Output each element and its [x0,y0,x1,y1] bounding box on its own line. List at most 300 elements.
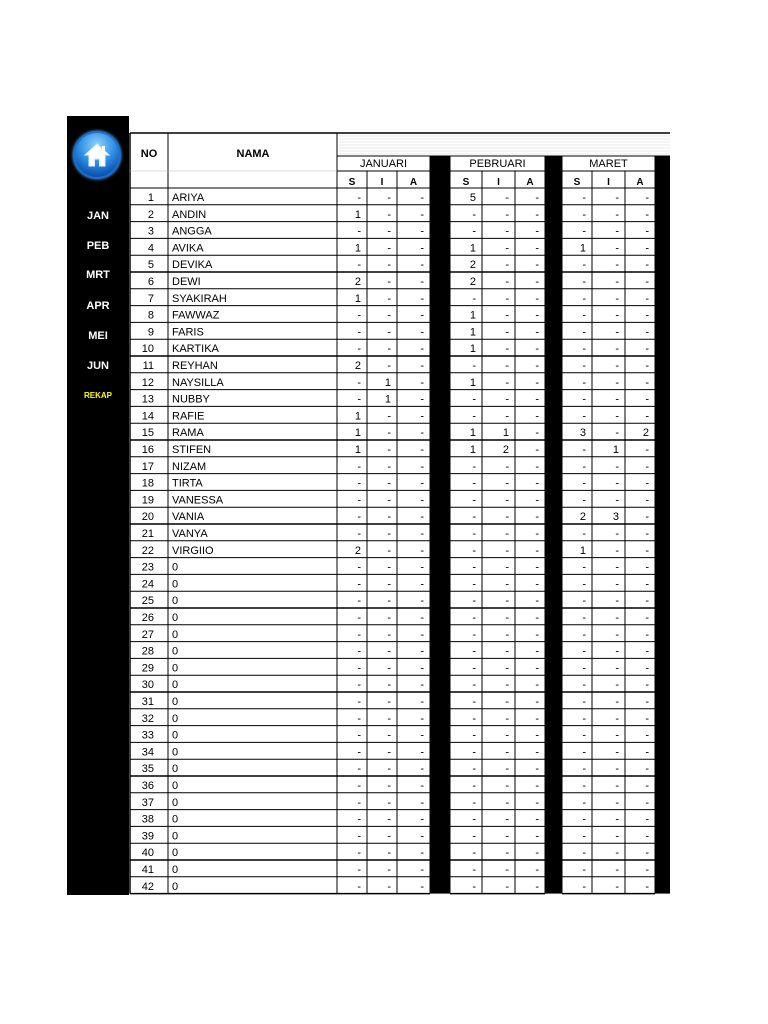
cell-i: - [387,813,391,826]
cell-s: - [357,259,361,272]
cell-s: - [472,208,476,221]
row-nama: 0 [172,780,179,792]
cell-i: - [615,662,619,675]
cell-i: - [615,679,619,692]
cell-s: - [357,494,361,507]
row-nama: ANDIN [172,208,207,221]
cell-a: - [645,712,649,725]
cell-a: - [535,712,539,725]
cell-s: - [582,696,586,708]
cell-s: - [582,645,586,658]
cell-s: - [357,645,361,658]
cell-a: - [420,830,424,843]
nav-apr[interactable]: APR [86,300,110,312]
cell-i: - [387,763,391,776]
cell-s: 1 [354,427,361,440]
cell-a: - [535,225,539,238]
cell-a: - [645,410,649,423]
cell-i: - [505,679,509,692]
cell-i: - [615,628,619,641]
cell-i: - [387,460,391,473]
row-nama: 0 [172,612,179,624]
subheader-a: A [636,177,644,188]
row-no: 41 [141,864,154,876]
row-nama: NAYSILLA [172,376,224,389]
cell-s: - [472,360,476,372]
cell-a: - [535,696,539,708]
cell-s: - [582,259,586,272]
cell-s: - [582,813,586,826]
cell-i: - [615,796,619,809]
cell-s: 1 [579,544,586,557]
row-no: 5 [147,259,154,272]
subheader-s: S [573,177,581,188]
cell-s: - [582,628,586,641]
cell-s: - [357,880,361,893]
nav-jan[interactable]: JAN [86,210,109,222]
cell-a: - [645,309,649,322]
cell-s: 2 [469,276,476,288]
cell-i: - [505,830,509,843]
row-no: 28 [141,645,154,658]
row-no: 13 [141,393,154,406]
cell-s: - [472,595,476,608]
cell-s: - [357,729,361,742]
cell-i: - [387,746,391,759]
cell-i: - [387,864,391,876]
cell-a: - [645,360,649,372]
cell-s: 1 [354,242,361,255]
cell-i: - [387,427,391,440]
cell-s: - [582,847,586,860]
cell-a: - [645,662,649,675]
cell-i: - [387,292,391,305]
row-nama: 0 [172,847,179,860]
cell-a: - [420,208,424,221]
cell-s: - [582,208,586,221]
cell-a: - [535,360,539,372]
row-no: 1 [147,192,154,204]
cell-i: - [615,494,619,507]
cell-s: 1 [469,376,476,389]
cell-a: - [420,578,424,591]
cell-s: - [472,292,476,305]
row-no: 22 [141,544,154,557]
cell-s: 1 [354,410,361,423]
cell-i: - [505,192,509,204]
cell-i: - [615,528,619,540]
row-nama: 0 [172,880,179,893]
cell-a: - [645,192,649,204]
row-no: 3 [147,225,154,238]
row-nama: KARTIKA [172,343,219,356]
cell-s: - [582,343,586,356]
cell-i: - [615,746,619,759]
row-no: 12 [141,376,154,389]
cell-i: - [615,880,619,893]
cell-i: - [505,729,509,742]
row-nama: STIFEN [172,444,212,456]
cell-a: - [420,477,424,490]
cell-i: - [615,208,619,221]
row-no: 38 [141,813,154,826]
cell-i: - [387,477,391,490]
cell-i: - [505,746,509,759]
cell-a: - [645,326,649,339]
cell-a: - [420,612,424,624]
cell-s: - [357,309,361,322]
cell-i: - [505,662,509,675]
cell-i: - [387,662,391,675]
cell-a: - [420,544,424,557]
row-nama: 0 [172,645,179,658]
cell-s: - [357,511,361,524]
row-nama: 0 [172,729,179,742]
cell-a: - [420,192,424,204]
row-nama: VANIA [172,511,205,524]
cell-i: - [615,360,619,372]
cell-i: - [387,192,391,204]
cell-i: - [387,242,391,255]
cell-a: - [645,880,649,893]
cell-a: - [645,393,649,406]
row-no: 39 [141,830,154,843]
row-no: 17 [141,460,154,473]
cell-s: - [472,830,476,843]
cell-s: - [357,746,361,759]
subheader-a: A [526,177,534,188]
row-nama: VIRGIIO [172,544,214,557]
cell-a: - [645,376,649,389]
cell-a: - [645,343,649,356]
nav-mrt[interactable]: MRT [86,269,110,281]
cell-s: 1 [579,242,586,255]
cell-i: 3 [612,511,619,524]
row-no: 23 [141,561,154,574]
cell-a: - [535,208,539,221]
nav-mei[interactable]: MEI [88,330,108,342]
row-nama: ARIYA [172,192,205,204]
cell-s: - [472,393,476,406]
cell-i: - [615,276,619,288]
cell-a: - [420,326,424,339]
nav-peb[interactable]: PEB [86,240,110,252]
cell-a: - [420,444,424,456]
cell-s: - [357,712,361,725]
cell-i: - [505,309,509,322]
subheader-i: I [497,177,500,188]
nav-rekap[interactable]: REKAP [83,391,112,400]
cell-s: - [357,780,361,792]
cell-a: - [535,494,539,507]
cell-a: - [645,729,649,742]
cell-a: 2 [642,427,649,440]
row-nama: NUBBY [172,393,210,406]
cell-a: - [645,628,649,641]
cell-i: - [505,847,509,860]
cell-a: - [535,242,539,255]
cell-i: - [387,410,391,423]
cell-s: - [582,528,586,540]
row-nama: REYHAN [172,360,218,372]
row-nama: 0 [172,813,179,826]
cell-i: - [615,309,619,322]
cell-i: - [615,292,619,305]
cell-a: - [535,343,539,356]
cell-a: - [420,679,424,692]
cell-a: - [420,696,424,708]
row-nama: 0 [172,696,179,708]
cell-a: - [645,444,649,456]
row-nama: VANYA [172,528,208,540]
cell-s: - [472,729,476,742]
cell-a: - [535,444,539,456]
row-no: 26 [141,612,154,624]
row-no: 8 [147,309,154,322]
cell-a: - [645,847,649,860]
cell-i: 2 [502,444,509,456]
row-nama: DEWI [172,276,201,288]
cell-s: - [357,578,361,591]
cell-i: - [387,780,391,792]
cell-s: - [357,561,361,574]
cell-s: - [472,225,476,238]
cell-a: - [420,796,424,809]
cell-s: - [582,830,586,843]
cell-a: - [645,242,649,255]
cell-i: - [615,477,619,490]
cell-i: - [387,595,391,608]
cell-a: - [645,813,649,826]
cell-i: - [505,813,509,826]
cell-i: - [387,528,391,540]
cell-a: - [535,376,539,389]
cell-i: - [505,242,509,255]
cell-s: - [472,511,476,524]
cell-s: 1 [354,208,361,221]
cell-i: - [387,561,391,574]
cell-a: - [535,847,539,860]
cell-i: - [505,259,509,272]
cell-i: - [387,712,391,725]
row-no: 11 [142,360,154,372]
cell-s: 1 [469,343,476,356]
row-no: 16 [141,444,154,456]
cell-i: - [505,645,509,658]
cell-s: - [582,712,586,725]
cell-i: - [505,578,509,591]
cell-a: - [535,645,539,658]
cell-i: - [387,360,391,372]
cell-a: - [535,511,539,524]
cell-a: - [645,208,649,221]
row-nama: AVIKA [172,242,204,255]
cell-s: - [582,360,586,372]
cell-s: 1 [354,444,361,456]
cell-s: - [472,696,476,708]
cell-a: - [420,813,424,826]
cell-s: - [582,864,586,876]
cell-s: 2 [354,276,361,288]
cell-a: - [645,696,649,708]
cell-a: - [420,645,424,658]
cell-i: - [505,696,509,708]
cell-a: - [420,360,424,372]
row-no: 19 [141,494,154,507]
row-no: 29 [141,662,154,675]
row-no: 20 [141,511,154,524]
cell-i: - [505,796,509,809]
cell-s: - [472,746,476,759]
cell-a: - [420,225,424,238]
cell-s: - [582,578,586,591]
cell-s: 5 [469,192,476,204]
cell-i: - [505,544,509,557]
cell-i: - [387,309,391,322]
cell-a: - [535,292,539,305]
cell-a: - [645,276,649,288]
cell-a: - [535,427,539,440]
month-header-pebruari: PEBRUARI [469,158,526,170]
cell-i: - [505,528,509,540]
header-nama: NAMA [236,148,270,160]
cell-i: - [615,612,619,624]
cell-s: 1 [469,242,476,255]
cell-s: - [357,679,361,692]
cell-i: - [615,595,619,608]
cell-i: - [505,763,509,776]
cell-s: - [357,343,361,356]
cell-a: - [645,864,649,876]
cell-a: - [535,578,539,591]
cell-a: - [420,410,424,423]
cell-s: 2 [469,259,476,272]
cell-s: - [582,460,586,473]
cell-s: - [582,192,586,204]
cell-i: - [615,259,619,272]
cell-a: - [535,393,539,406]
cell-s: - [472,628,476,641]
cell-a: - [420,864,424,876]
header-no: NO [140,148,158,160]
row-no: 36 [141,780,154,792]
cell-i: - [615,427,619,440]
cell-i: - [505,780,509,792]
cell-a: - [420,780,424,792]
cell-i: - [615,763,619,776]
row-no: 18 [141,477,154,490]
cell-s: 1 [469,427,476,440]
row-nama: RAFIE [172,410,205,423]
cell-s: - [472,796,476,809]
cell-a: - [645,763,649,776]
cell-s: - [472,460,476,473]
cell-i: - [615,460,619,473]
cell-a: - [645,578,649,591]
cell-i: - [505,208,509,221]
cell-i: - [615,343,619,356]
cell-a: - [420,393,424,406]
cell-s: - [472,477,476,490]
cell-a: - [420,561,424,574]
cell-i: - [387,276,391,288]
cell-i: - [387,830,391,843]
cell-a: - [645,528,649,540]
cell-s: - [582,612,586,624]
cell-i: - [615,393,619,406]
row-no: 14 [141,410,154,423]
row-no: 27 [141,628,154,641]
cell-s: 1 [354,292,361,305]
cell-i: - [387,696,391,708]
cell-s: - [357,662,361,675]
cell-i: - [615,410,619,423]
cell-s: - [357,393,361,406]
cell-i: - [387,628,391,641]
cell-a: - [645,612,649,624]
cell-a: - [645,679,649,692]
cell-s: - [472,410,476,423]
cell-i: - [505,276,509,288]
row-no: 21 [141,528,154,540]
cell-a: - [420,242,424,255]
cell-a: - [645,259,649,272]
row-no: 42 [141,880,154,893]
cell-s: - [472,494,476,507]
subheader-s: S [462,177,470,188]
cell-a: - [420,712,424,725]
cell-a: - [645,595,649,608]
cell-a: - [535,595,539,608]
cell-s: - [357,864,361,876]
cell-s: - [582,477,586,490]
cell-i: - [615,864,619,876]
cell-a: - [535,477,539,490]
cell-i: 1 [384,376,391,389]
cell-a: - [535,612,539,624]
cell-a: - [535,813,539,826]
cell-a: - [535,780,539,792]
row-nama: 0 [172,830,179,843]
cell-a: - [420,259,424,272]
cell-a: - [645,477,649,490]
cell-a: - [535,628,539,641]
cell-s: - [357,376,361,389]
cell-a: - [420,511,424,524]
cell-a: - [535,746,539,759]
cell-s: - [357,326,361,339]
cell-s: - [357,460,361,473]
cell-i: - [387,796,391,809]
cell-i: - [615,544,619,557]
row-nama: 0 [172,679,179,692]
cell-i: - [387,847,391,860]
row-nama: FARIS [172,326,204,339]
cell-s: - [582,292,586,305]
cell-a: - [420,763,424,776]
cell-s: - [357,612,361,624]
cell-s: - [582,494,586,507]
row-no: 35 [141,763,154,776]
cell-s: - [582,561,586,574]
nav-jun[interactable]: JUN [86,360,109,372]
cell-s: - [357,813,361,826]
subheader-a: A [409,177,418,188]
cell-i: - [615,326,619,339]
cell-s: - [357,830,361,843]
cell-i: - [387,511,391,524]
cell-i: - [505,225,509,238]
